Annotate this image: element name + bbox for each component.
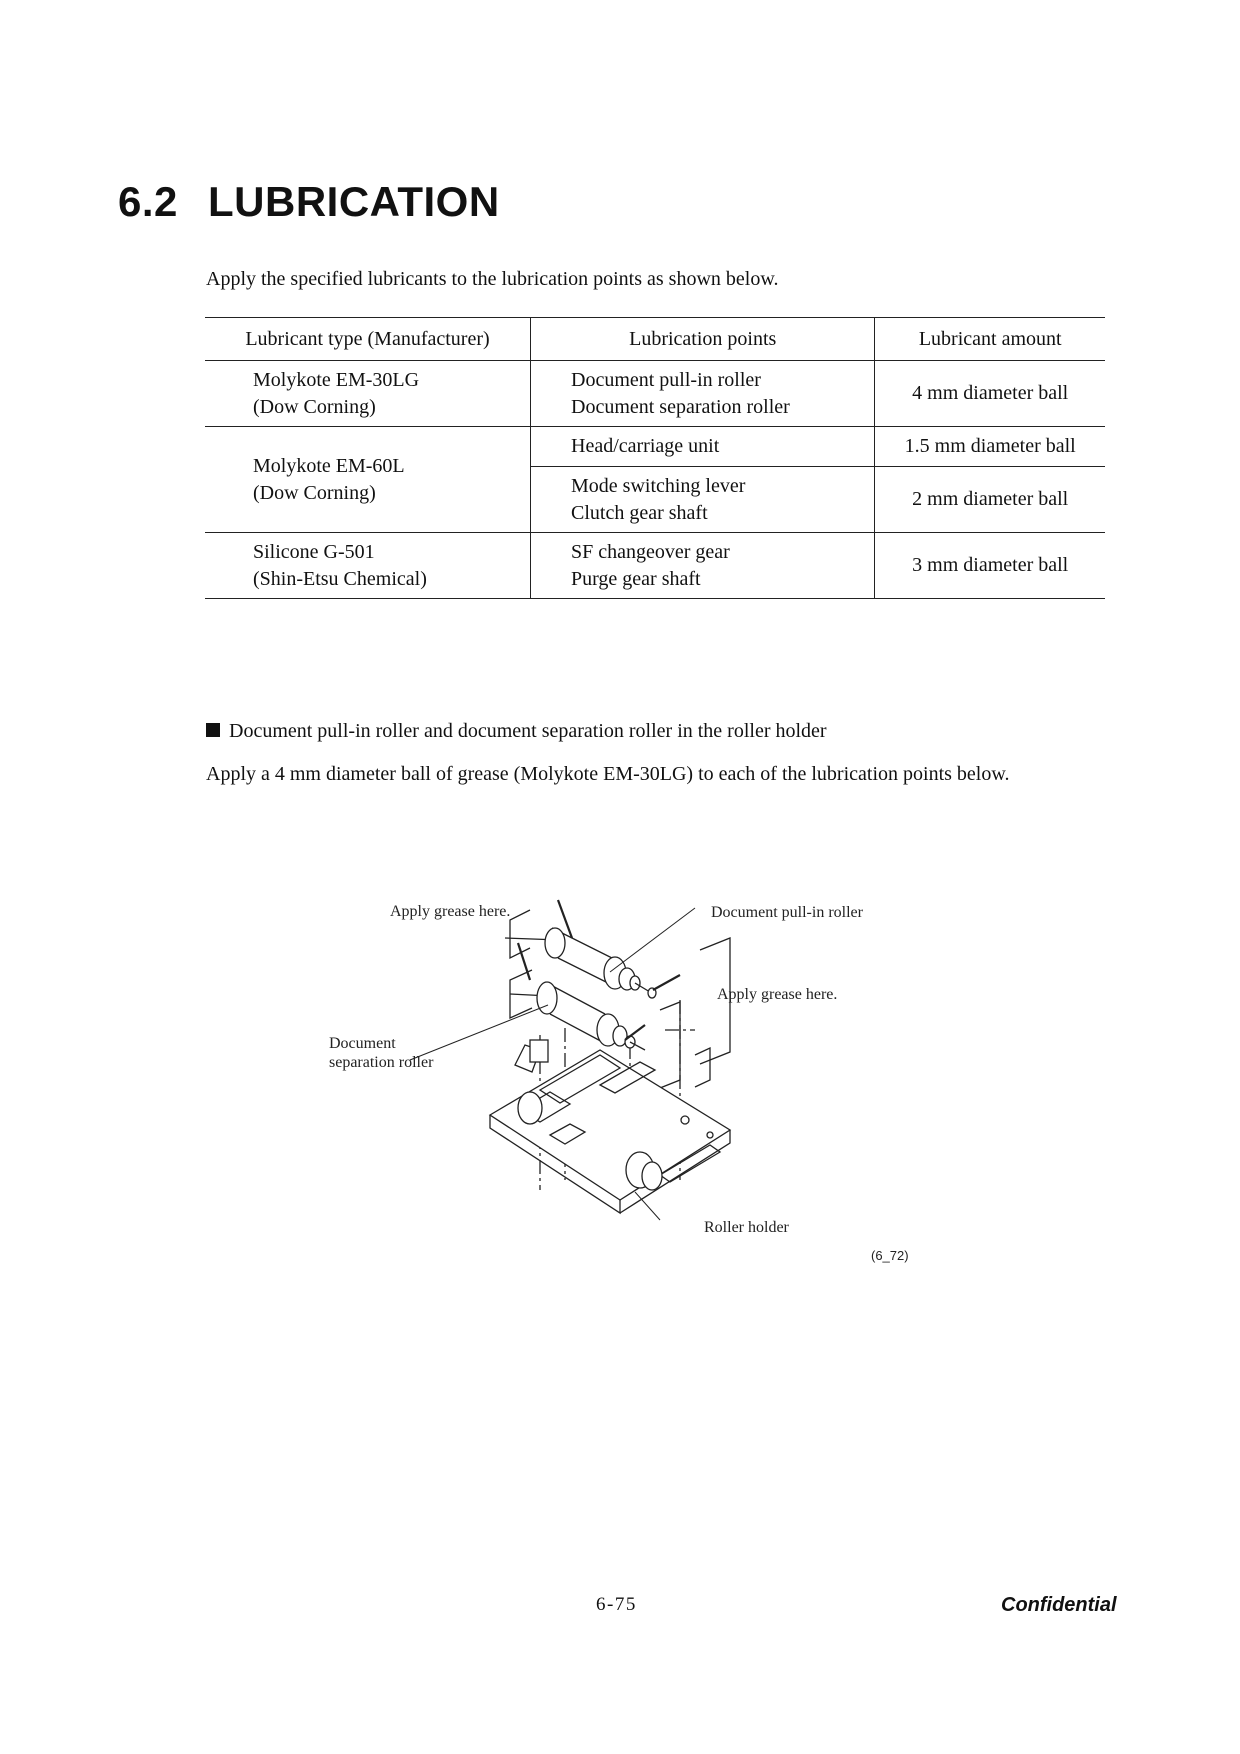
- lubricant-name: Silicone G-501: [253, 540, 375, 563]
- lubricant-manufacturer: (Dow Corning): [253, 395, 376, 418]
- label-apply-grease-right: Apply grease here.: [717, 986, 838, 1003]
- grease-arrows: [518, 900, 680, 1040]
- page-number: 6-75: [596, 1594, 637, 1615]
- lubrication-point: Document pull-in roller: [571, 368, 761, 391]
- section-number: 6.2: [118, 178, 178, 225]
- points-cell: [531, 467, 875, 533]
- lubricant-manufacturer: (Shin-Etsu Chemical): [253, 567, 427, 590]
- lubricant-cell: [205, 533, 531, 599]
- section-heading: [118, 178, 500, 226]
- label-roller-holder: Roller holder: [704, 1219, 789, 1236]
- label-pull-in-roller: Document pull-in roller: [711, 904, 863, 921]
- confidential-mark: Confidential: [1001, 1594, 1117, 1616]
- header-lubrication-points: Lubrication points: [531, 318, 875, 361]
- label-separation-line-1: Document: [329, 1035, 396, 1052]
- label-separation-line-2: separation roller: [329, 1054, 434, 1071]
- label-separation-roller: [329, 1034, 433, 1072]
- lubrication-point: Head/carriage unit: [571, 435, 720, 457]
- figure-id: (6_72): [871, 1248, 909, 1263]
- lubricant-cell: [205, 427, 531, 533]
- table-row: [205, 427, 1105, 467]
- table-row: [205, 361, 1105, 427]
- square-bullet-icon: [206, 723, 220, 737]
- lubrication-point: Document separation roller: [571, 395, 790, 418]
- points-cell: [531, 427, 875, 467]
- lubrication-table: [205, 317, 1105, 599]
- lubrication-point: Clutch gear shaft: [571, 501, 708, 524]
- subheading: [206, 720, 827, 743]
- table-row: [205, 533, 1105, 599]
- amount-cell: 4 mm diameter ball: [875, 361, 1105, 427]
- lubricant-manufacturer: (Dow Corning): [253, 481, 376, 504]
- instruction-paragraph: Apply a 4 mm diameter ball of grease (Molykote EM-30LG) to each of the lubrication points below.: [206, 763, 1010, 785]
- points-cell: [531, 533, 875, 599]
- table-header-row: [205, 318, 1105, 361]
- lubricant-name: Molykote EM-60L: [253, 454, 405, 477]
- amount-cell: 2 mm diameter ball: [875, 467, 1105, 533]
- amount-cell: 3 mm diameter ball: [875, 533, 1105, 599]
- lubrication-point: Mode switching lever: [571, 474, 746, 497]
- subheading-text: Document pull-in roller and document separation roller in the roller holder: [229, 720, 827, 742]
- lubrication-point: SF changeover gear: [571, 540, 730, 563]
- roller-holder-body: [490, 1040, 730, 1213]
- lubrication-point: Purge gear shaft: [571, 567, 701, 590]
- intro-text: Apply the specified lubricants to the lubrication points as shown below.: [206, 268, 779, 290]
- header-lubricant-type: Lubricant type (Manufacturer): [205, 318, 531, 361]
- label-apply-grease-left: Apply grease here.: [390, 903, 511, 920]
- header-lubricant-amount: Lubricant amount: [875, 318, 1105, 361]
- amount-cell: 1.5 mm diameter ball: [875, 427, 1105, 467]
- pull-in-roller-drawing: [505, 928, 656, 998]
- lubricant-cell: [205, 361, 531, 427]
- section-title: LUBRICATION: [208, 178, 500, 225]
- points-cell: [531, 361, 875, 427]
- lubricant-name: Molykote EM-30LG: [253, 368, 420, 391]
